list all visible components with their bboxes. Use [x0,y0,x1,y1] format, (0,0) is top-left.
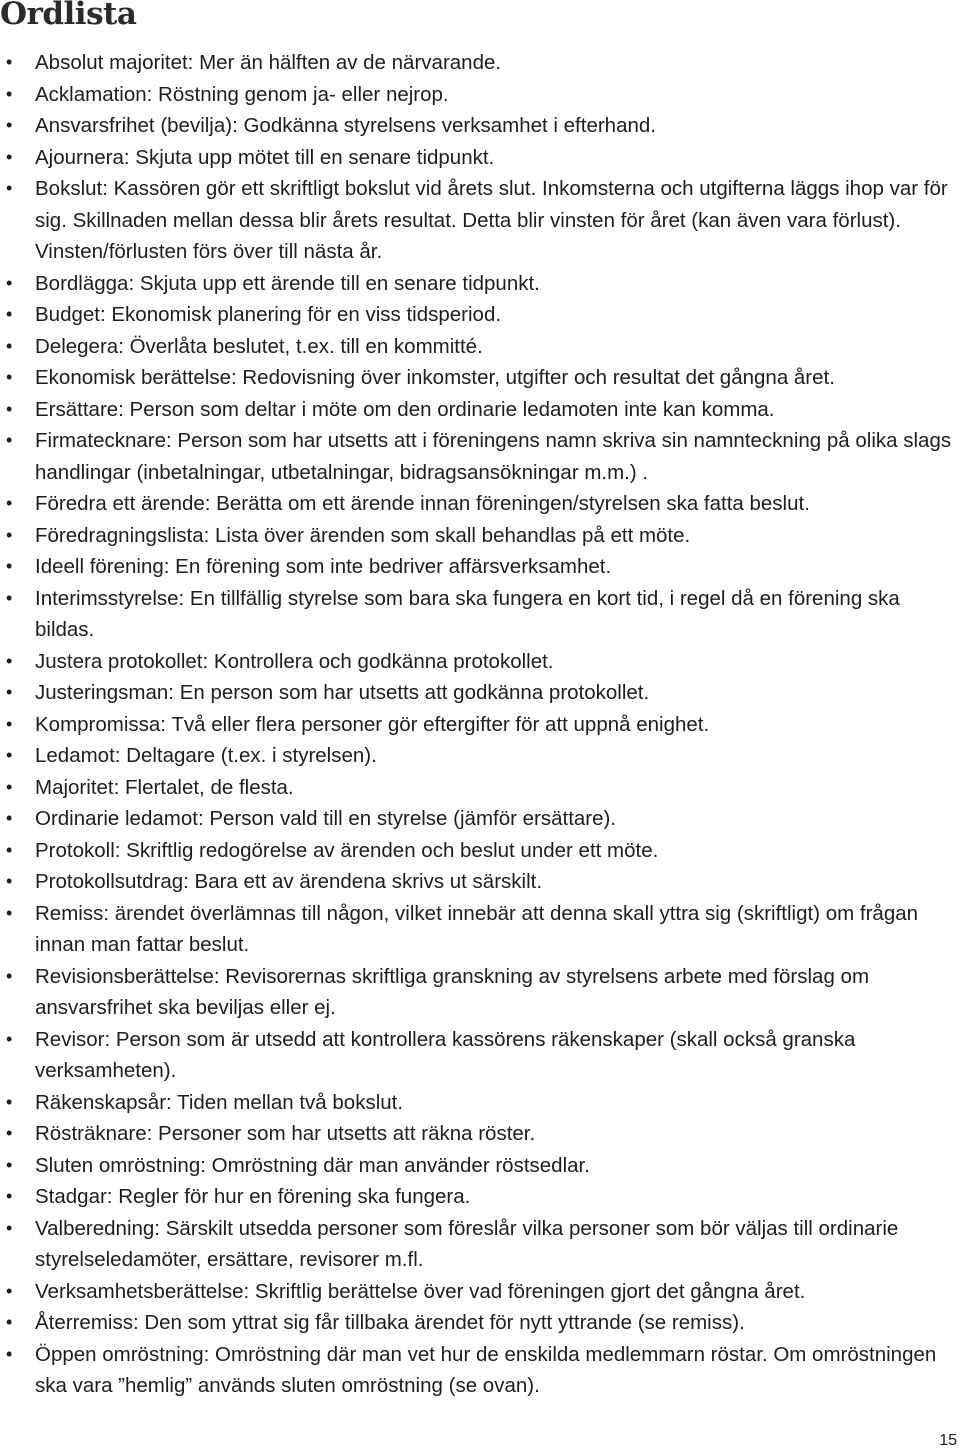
bullet-icon: • [6,367,13,387]
bullet-icon: • [6,839,13,860]
bullet-icon: • [6,1217,13,1238]
glossary-text: Kompromissa: Två eller flera personer gör eftergifter för att uppnå enighet. [35,712,710,736]
glossary-item [0,646,960,678]
bullet-icon: • [6,178,13,198]
bullet-icon: • [6,1154,13,1175]
glossary-item [0,803,960,835]
page-number: 15 [939,1432,957,1449]
bullet-icon: • [6,1280,13,1301]
bullet-icon: • [6,713,13,734]
glossary-item [0,772,960,804]
glossary-item [0,1307,960,1339]
glossary-text: Protokoll: Skriftlig redogörelse av ärenden och beslut under ett möte. [35,838,659,862]
bullet-icon: • [6,871,13,891]
glossary-item [0,425,960,488]
glossary-text: Föredragningslista: Lista över ärenden som skall behandlas på ett möte. [35,523,691,547]
bullet-icon: • [6,1312,13,1332]
glossary-item [0,331,960,363]
glossary-item [0,1150,960,1182]
glossary-text: Bordlägga: Skjuta upp ett ärende till en senare tidpunkt. [35,271,540,295]
glossary-item [0,268,960,300]
glossary-list [0,47,960,1402]
glossary-item [0,551,960,583]
glossary-item [0,1024,960,1087]
glossary-text: Ideell förening: En förening som inte bedriver affärsverksamhet. [35,555,612,578]
glossary-text: Ajournera: Skjuta upp mötet till en senare tidpunkt. [35,145,495,169]
glossary-text: Absolut majoritet: Mer än hälften av de närvarande. [35,51,502,74]
glossary-text: Remiss: ärendet överlämnas till någon, vilket innebär att denna skall yttra sig (skriftligt) om frågan innan man fattar beslut. [35,901,919,956]
glossary-text: Rösträknare: Personer som har utsetts att räkna röster. [35,1122,536,1145]
glossary-text: Interimsstyrelse: En tillfällig styrelse som bara ska fungera en kort tid, i regel då en förening ska bildas. [35,586,900,641]
bullet-icon: • [6,1343,13,1364]
glossary-text: Ekonomisk berättelse: Redovisning över inkomster, utgifter och resultat det gångna året. [35,366,835,389]
bullet-icon: • [6,146,13,167]
glossary-text: Sluten omröstning: Omröstning där man använder röstsedlar. [35,1153,590,1177]
glossary-text: Protokollsutdrag: Bara ett av ärendena skrivs ut särskilt. [35,870,543,893]
bullet-icon: • [6,83,13,104]
bullet-icon: • [6,335,13,356]
bullet-icon: • [6,52,13,72]
glossary-item [0,79,960,111]
glossary-item [0,47,960,79]
glossary-text: Ersättare: Person som deltar i möte om den ordinarie ledamoten inte kan komma. [35,397,775,421]
glossary-item [0,520,960,552]
glossary-text: Ansvarsfrihet (bevilja): Godkänna styrelsens verksamhet i efterhand. [35,114,656,137]
glossary-item [0,1339,960,1402]
bullet-icon: • [6,398,13,419]
glossary-text: Föredra ett ärende: Berätta om ett ärende innan föreningen/styrelsen ska fatta beslut. [35,492,810,515]
glossary-item [0,898,960,961]
bullet-icon: • [6,1091,13,1112]
glossary-item [0,1087,960,1119]
bullet-icon: • [6,776,13,797]
glossary-text: Delegera: Överlåta beslutet, t.ex. till en kommitté. [35,334,483,358]
glossary-item [0,740,960,772]
bullet-icon: • [6,304,13,324]
bullet-icon: • [6,902,13,923]
bullet-icon: • [6,524,13,545]
glossary-text: Budget: Ekonomisk planering för en viss tidsperiod. [35,303,502,326]
glossary-text: Öppen omröstning: Omröstning där man vet hur de enskilda medlemmarn röstar. Om omröstningen ska vara ”hemlig” används sluten omröstning (se ovan). [35,1342,937,1397]
glossary-item [0,1276,960,1308]
glossary-item [0,961,960,1024]
bullet-icon: • [6,1123,13,1143]
bullet-icon: • [6,493,13,513]
glossary-item [0,677,960,709]
bullet-icon: • [6,430,13,450]
glossary-text: Revisor: Person som är utsedd att kontrollera kassörens räkenskaper (skall också granska verksamheten). [35,1027,856,1082]
glossary-item [0,709,960,741]
glossary-item [0,488,960,520]
glossary-text: Räkenskapsår: Tiden mellan två bokslut. [35,1090,404,1114]
glossary-item [0,1181,960,1213]
glossary-text: Revisionsberättelse: Revisorernas skriftliga granskning av styrelsens arbete med förslag om ansvarsfrihet ska beviljas eller ej. [35,964,870,1019]
bullet-icon: • [6,1186,13,1206]
glossary-text: Verksamhetsberättelse: Skriftlig berättelse över vad föreningen gjort det gångna året. [35,1279,806,1303]
bullet-icon: • [6,682,13,702]
bullet-icon: • [6,808,13,828]
bullet-icon: • [6,965,13,986]
glossary-item [0,1118,960,1150]
glossary-text: Justera protokollet: Kontrollera och godkänna protokollet. [35,649,554,673]
glossary-text: Majoritet: Flertalet, de flesta. [35,775,294,799]
glossary-item [0,866,960,898]
glossary-text: Acklamation: Röstning genom ja- eller nejrop. [35,82,449,106]
bullet-icon: • [6,650,13,671]
bullet-icon: • [6,745,13,765]
bullet-icon: • [6,587,13,608]
glossary-text: Återremiss: Den som yttrat sig får tillbaka ärendet för nytt yttrande (se remiss). [35,1311,745,1334]
bullet-icon: • [6,1028,13,1049]
glossary-item [0,142,960,174]
glossary-text: Bokslut: Kassören gör ett skriftligt bokslut vid årets slut. Inkomsterna och utgifterna läggs ihop var för sig. Skillnaden mellan dessa blir årets resultat. Detta blir vinsten för året (kan även vara förlust). Vinsten/förlusten förs över till nästa år. [35,177,948,263]
glossary-item [0,110,960,142]
glossary-item [0,1213,960,1276]
glossary-item [0,583,960,646]
glossary-text: Ledamot: Deltagare (t.ex. i styrelsen). [35,744,377,767]
glossary-text: Stadgar: Regler för hur en förening ska fungera. [35,1185,471,1208]
page-title: Ordlista [0,0,137,32]
glossary-text: Justeringsman: En person som har utsetts att godkänna protokollet. [35,681,650,704]
bullet-icon: • [6,115,13,135]
glossary-item [0,835,960,867]
glossary-text: Firmatecknare: Person som har utsetts att i föreningens namn skriva sin namnteckning på olika slags handlingar (inbetalningar, utbetalningar, bidragsansökningar m.m.) . [35,429,952,484]
glossary-item [0,362,960,394]
glossary-item [0,299,960,331]
glossary-item [0,394,960,426]
glossary-text: Ordinarie ledamot: Person vald till en styrelse (jämför ersättare). [35,807,617,830]
glossary-text: Valberedning: Särskilt utsedda personer som föreslår vilka personer som bör väljas till ordinarie styrelseledamöter, ersättare, revisorer m.fl. [35,1216,899,1271]
glossary-item [0,173,960,268]
bullet-icon: • [6,272,13,293]
bullet-icon: • [6,556,13,576]
